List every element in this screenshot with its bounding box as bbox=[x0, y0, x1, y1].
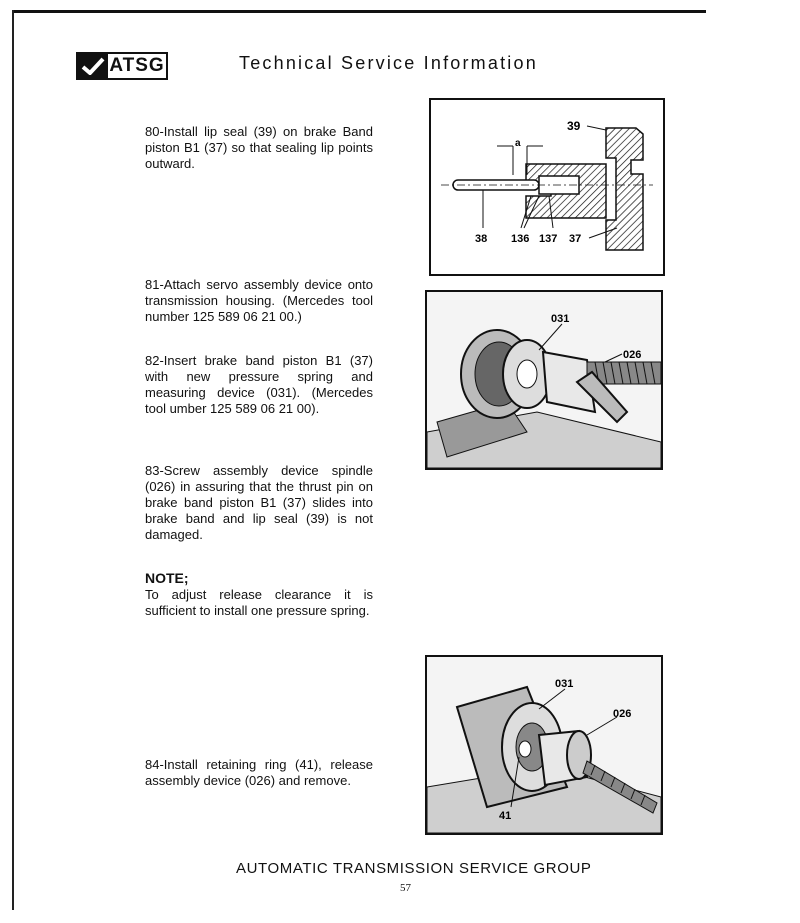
page-title: Technical Service Information bbox=[239, 53, 538, 73]
logo-text: ATSG bbox=[109, 55, 165, 76]
label-031: 031 bbox=[555, 678, 574, 690]
label-137: 137 bbox=[539, 233, 558, 245]
step-81: 81-Attach servo assembly device onto transmission housing. (Mercedes tool number 125 589 06 21 00.) bbox=[145, 277, 373, 324]
step-82: 82-Insert brake band piston B1 (37) with new pressure spring and measuring device (031). (Mercedes tool umber 125 589 06 21 00). bbox=[145, 353, 373, 416]
top-rule bbox=[12, 10, 706, 13]
label-a: a bbox=[515, 138, 521, 149]
footer-title: AUTOMATIC TRANSMISSION SERVICE GROUP bbox=[236, 860, 592, 877]
label-38: 38 bbox=[475, 233, 488, 245]
step-80: 80-Install lip seal (39) on brake Band piston B1 (37) so that sealing lip points outward. bbox=[145, 124, 373, 171]
label-026: 026 bbox=[623, 349, 642, 361]
figure-piston-cross-section bbox=[429, 98, 665, 276]
atsg-logo bbox=[76, 52, 168, 80]
label-136: 136 bbox=[511, 233, 530, 245]
label-031: 031 bbox=[551, 313, 570, 325]
left-margin-rule bbox=[12, 10, 14, 910]
note-text: To adjust release clearance it is sufficient to install one pressure spring. bbox=[145, 587, 373, 618]
page-number: 57 bbox=[400, 882, 411, 894]
step-84: 84-Install retaining ring (41), release assembly device (026) and remove. bbox=[145, 757, 373, 788]
label-37: 37 bbox=[569, 233, 582, 245]
logo-check-icon bbox=[78, 54, 108, 78]
note-heading: NOTE; bbox=[145, 570, 189, 586]
label-026: 026 bbox=[613, 708, 632, 720]
label-39: 39 bbox=[567, 119, 581, 133]
step-83: 83-Screw assembly device spindle (026) in assuring that the thrust pin on brake band piston B1 (37) slides into brake band and lip seal (39) is not damaged. bbox=[145, 463, 373, 542]
figure-servo-assembly bbox=[425, 290, 663, 470]
figure-retaining-ring bbox=[425, 655, 663, 835]
label-41: 41 bbox=[499, 810, 512, 822]
